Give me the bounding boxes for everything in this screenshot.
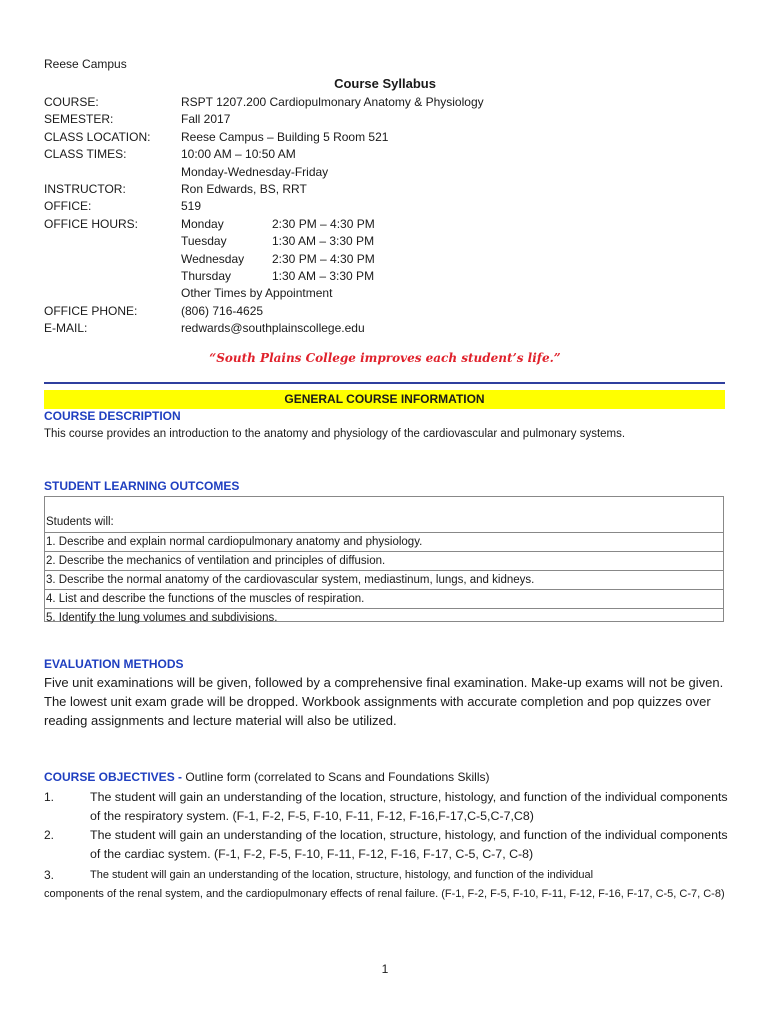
- hours-time: 2:30 PM – 4:30 PM: [272, 251, 375, 266]
- outcomes-heading: STUDENT LEARNING OUTCOMES: [44, 479, 240, 493]
- outcome-item: 1. Describe and explain normal cardiopulmonary anatomy and physiology.: [45, 532, 723, 551]
- office-value: 519: [181, 199, 202, 214]
- instructor-label: INSTRUCTOR:: [44, 182, 126, 197]
- objective-number: 2.: [44, 828, 55, 842]
- phone-label: OFFICE PHONE:: [44, 303, 138, 318]
- times-value: 10:00 AM – 10:50 AM: [181, 147, 296, 162]
- phone-value: (806) 716-4625: [181, 303, 264, 318]
- location-label: CLASS LOCATION:: [44, 129, 151, 144]
- email-value[interactable]: redwards@southplainscollege.edu: [181, 321, 365, 336]
- semester-value: Fall 2017: [181, 112, 231, 127]
- objectives-heading-row: [44, 770, 490, 784]
- location-value: Reese Campus – Building 5 Room 521: [181, 129, 389, 144]
- office-label: OFFICE:: [44, 199, 92, 214]
- objective-text-continued: components of the renal system, and the cardiopulmonary effects of renal failure. (F-1, F-2, F-5, F-10, F-11, F-12, F-16, F-17, C-5, C-7, C-8): [44, 888, 725, 900]
- times-label: CLASS TIMES:: [44, 147, 127, 162]
- outcomes-intro: Students will:: [46, 516, 114, 528]
- outcomes-table: [44, 496, 724, 622]
- objectives-heading: COURSE OBJECTIVES -: [44, 770, 186, 784]
- objective-number: 1.: [44, 790, 55, 804]
- instructor-value: Ron Edwards, BS, RRT: [181, 182, 307, 197]
- semester-label: SEMESTER:: [44, 112, 114, 127]
- description-text: This course provides an introduction to the anatomy and physiology of the cardiovascular and pulmonary systems.: [44, 428, 626, 440]
- objective-number: 3.: [44, 868, 55, 882]
- outcome-item: 3. Describe the normal anatomy of the cardiovascular system, mediastinum, lungs, and kidneys.: [45, 570, 723, 589]
- college-motto: “South Plains College improves each student’s life.”: [209, 351, 561, 365]
- objective-item: [44, 826, 734, 864]
- objective-item: [44, 866, 734, 885]
- objective-text: The student will gain an understanding of the location, structure, histology, and function of the individual components of the cardiac system. (F-1, F-2, F-5, F-10, F-11, F-12, F-16, F-17, C-5, C-7, C-8): [90, 828, 728, 861]
- page-number: 1: [381, 962, 389, 976]
- page-title: Course Syllabus: [334, 76, 436, 91]
- divider: [44, 382, 725, 384]
- course-label: COURSE:: [44, 95, 99, 109]
- hours-time: 2:30 PM – 4:30 PM: [272, 216, 375, 231]
- objectives-list: [44, 788, 734, 903]
- evaluation-text: Five unit examinations will be given, followed by a comprehensive final examination. Make-up exams will not be given. The lowest unit exam grade will be dropped. Workbook assignments with accurate completion and pop quizzes over reading assignments and lecture material will also be utilized.: [44, 675, 724, 728]
- days-value: Monday-Wednesday-Friday: [181, 164, 329, 179]
- objectives-subheading: Outline form (correlated to Scans and Foundations Skills): [185, 770, 490, 784]
- hours-time: 1:30 AM – 3:30 PM: [272, 234, 375, 249]
- outcome-item: 5. Identify the lung volumes and subdivisions.: [45, 608, 723, 627]
- email-label: E-MAIL:: [44, 321, 88, 336]
- hours-label: OFFICE HOURS:: [44, 216, 139, 231]
- hours-day: Thursday: [181, 269, 232, 284]
- hours-day: Monday: [181, 216, 224, 231]
- objective-text: The student will gain an understanding of the location, structure, histology, and function of the individual: [90, 869, 594, 881]
- objective-text: The student will gain an understanding of the location, structure, histology, and function of the individual components of the respiratory system. (F-1, F-2, F-5, F-10, F-11, F-12, F-16,F-17,C-5,C-7,C8): [90, 790, 728, 823]
- outcome-item: 4. List and describe the functions of the muscles of respiration.: [45, 589, 723, 608]
- general-info-heading: GENERAL COURSE INFORMATION: [44, 390, 725, 409]
- hours-day: Tuesday: [181, 234, 227, 249]
- course-info: [44, 94, 484, 338]
- other-times: Other Times by Appointment: [181, 286, 333, 301]
- outcome-item: 2. Describe the mechanics of ventilation and principles of diffusion.: [45, 551, 723, 570]
- evaluation-heading: EVALUATION METHODS: [44, 657, 184, 671]
- objective-item: [44, 788, 734, 826]
- course-value: RSPT 1207.200 Cardiopulmonary Anatomy & Physiology: [181, 95, 484, 109]
- description-heading: COURSE DESCRIPTION: [44, 409, 181, 423]
- campus-name: Reese Campus: [44, 57, 127, 71]
- hours-day: Wednesday: [181, 251, 245, 266]
- hours-time: 1:30 AM – 3:30 PM: [272, 269, 375, 284]
